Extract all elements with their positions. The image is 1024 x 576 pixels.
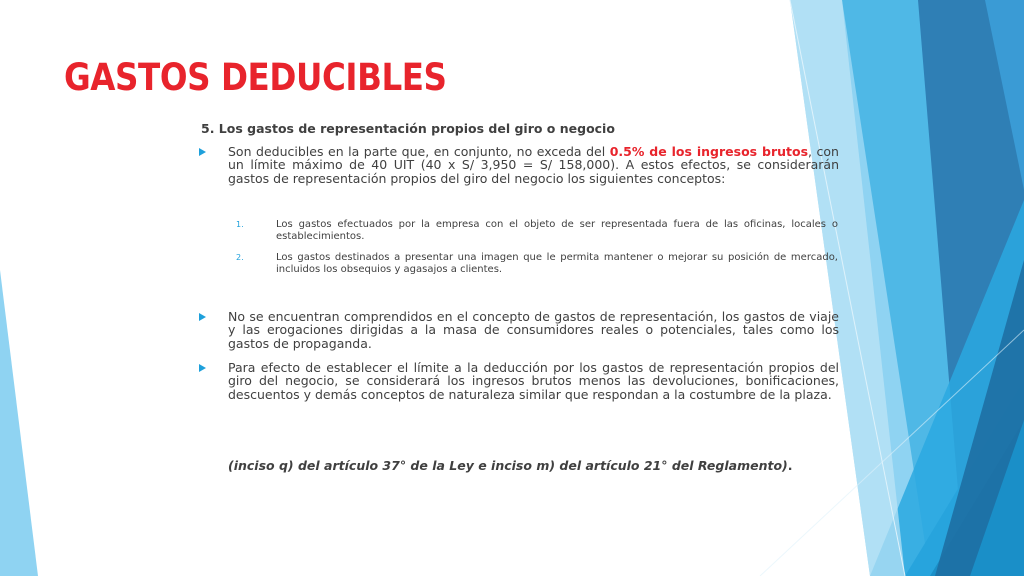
page-title: GASTOS DEDUCIBLES [64, 56, 447, 99]
list-item-1 [236, 219, 838, 244]
bullet-item-limite [199, 361, 839, 401]
triangle-right-icon [199, 313, 206, 321]
list-item-2 [236, 252, 838, 277]
list-number: 2. [236, 253, 244, 262]
bullet-text: No se encuentran comprendidos en el concepto de gastos de representación, los gastos de viaje y las erogaciones dirigidas a la masa de consumidores reales o potenciales, tales como los gastos de propaganda. [228, 309, 839, 351]
legal-reference-text: (inciso q) del artículo 37° de la Ley e inciso m) del artículo 21° del Reglamento) [228, 458, 788, 473]
list-number: 1. [236, 220, 244, 229]
list-item-text: Los gastos destinados a presentar una imagen que le permita mantener o mejorar su posición de mercado, incluidos los obsequios y agasajos a clientes. [276, 252, 838, 276]
list-item-text: Los gastos efectuados por la empresa con el objeto de ser representada fuera de las oficinas, locales o establecimientos. [276, 219, 838, 243]
section-subheading: 5. Los gastos de representación propios del giro o negocio [201, 121, 615, 136]
highlight-ingresos-brutos: 0.5% de los ingresos brutos [609, 144, 809, 159]
legal-reference-period: . [787, 458, 793, 473]
bullet-text: Para efecto de establecer el límite a la deducción por los gastos de representación propios del giro del negocio, se considerará los ingresos brutos menos las devoluciones, bonificaciones, descuentos y demás conceptos de naturaleza similar que respondan a la costumbre de la plaza. [228, 360, 839, 402]
bullet-text [228, 145, 839, 185]
triangle-right-icon [199, 148, 206, 156]
triangle-right-icon [199, 364, 206, 372]
bullet-item-no-comprendidos [199, 310, 839, 350]
bullet-text-part: , con un límite máximo de 40 UIT (40 x S/ 3,950 = S/ 158,000). A estos efectos, se considerarán gastos de representación propios del giro del negocio los siguientes conceptos: [228, 144, 839, 186]
bullet-item-deducibles [199, 145, 839, 185]
legal-reference [228, 458, 793, 473]
bullet-text-part: Son deducibles en la parte que, en conjunto, no exceda del [228, 144, 610, 159]
